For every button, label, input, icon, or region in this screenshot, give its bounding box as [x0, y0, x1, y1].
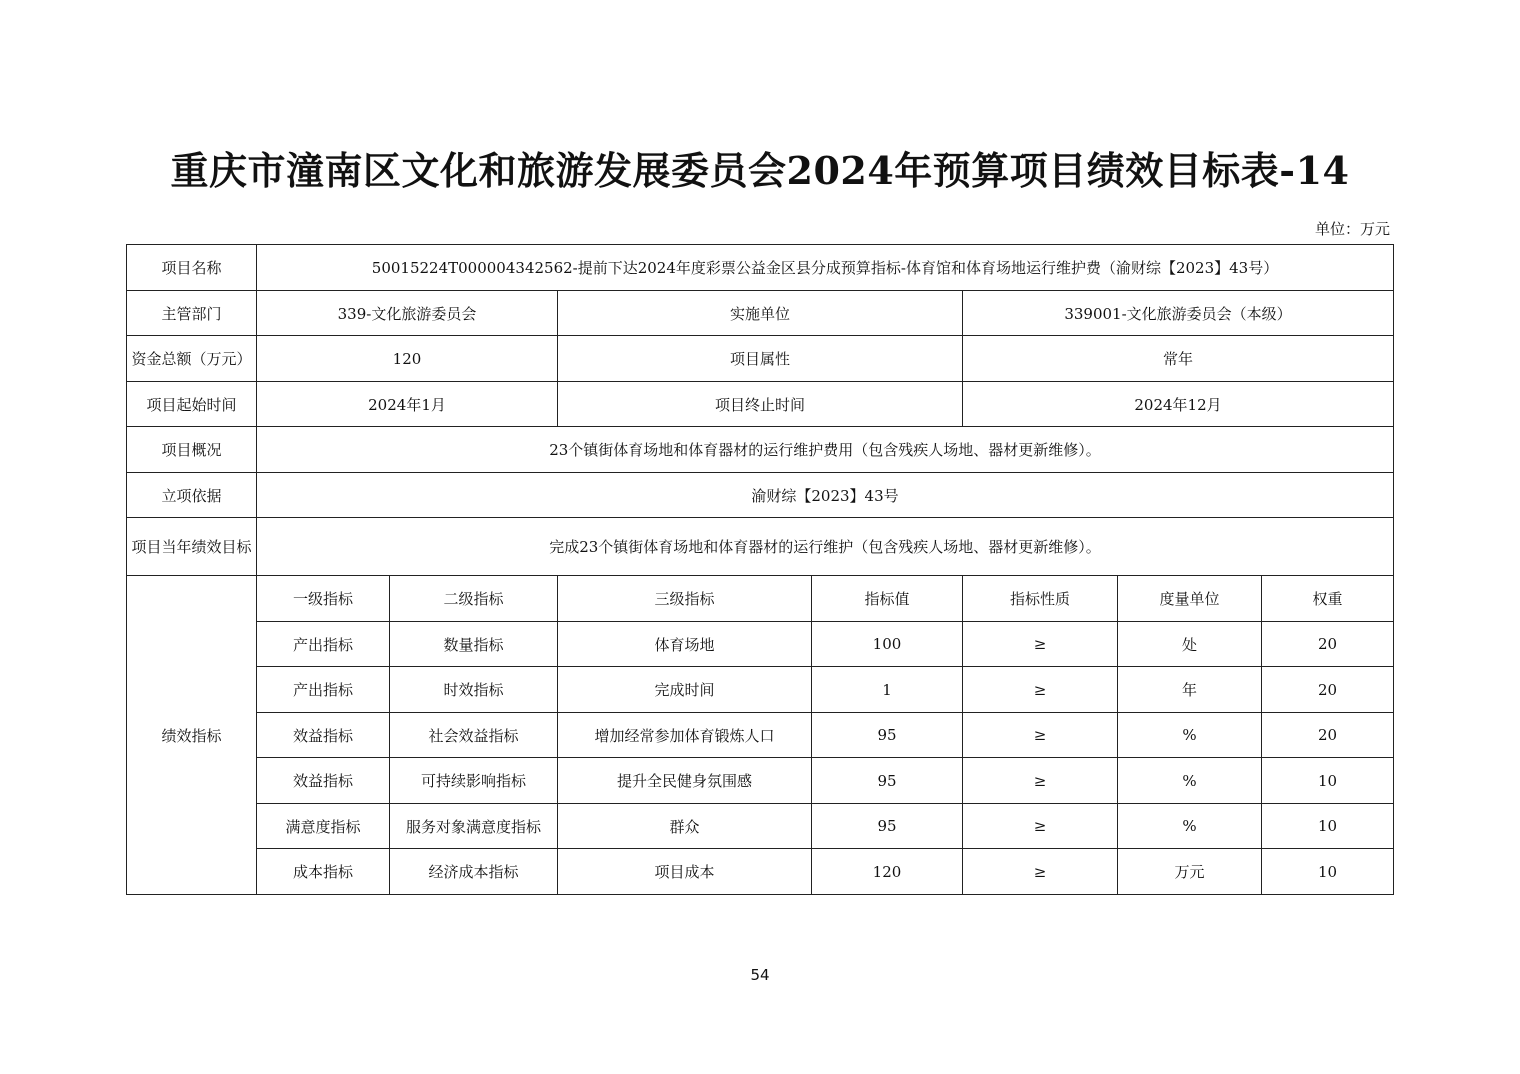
perf-label: 绩效指标 [127, 576, 257, 895]
end-value: 2024年12月 [963, 382, 1394, 427]
dept-label: 主管部门 [127, 291, 257, 336]
overview-value: 23个镇街体育场地和体育器材的运行维护费用（包含残疾人场地、器材更新维修）。 [257, 427, 1394, 473]
unit-cell: 年 [1118, 667, 1262, 713]
table-row [127, 804, 1394, 849]
start-label: 项目起始时间 [127, 382, 257, 427]
end-label: 项目终止时间 [558, 382, 963, 427]
nature-cell: ≥ [963, 667, 1118, 713]
project-name-value: 50015224T000004342562-提前下达2024年度彩票公益金区县分成预算指标-体育馆和体育场地运行维护费（渝财综【2023】43号） [257, 245, 1394, 291]
level1-cell: 效益指标 [257, 758, 390, 804]
header-unit: 度量单位 [1118, 576, 1262, 622]
value-cell: 1 [812, 667, 963, 713]
project-name-label: 项目名称 [127, 245, 257, 291]
nature-cell: ≥ [963, 849, 1118, 895]
row-period [127, 382, 1394, 427]
level2-cell: 可持续影响指标 [390, 758, 558, 804]
impl-value: 339001-文化旅游委员会（本级） [963, 291, 1394, 336]
level3-cell: 项目成本 [558, 849, 812, 895]
basis-label: 立项依据 [127, 473, 257, 518]
start-value: 2024年1月 [257, 382, 558, 427]
value-cell: 100 [812, 622, 963, 667]
table-row [127, 713, 1394, 758]
attr-label: 项目属性 [558, 336, 963, 382]
table-row [127, 758, 1394, 804]
overview-label: 项目概况 [127, 427, 257, 473]
header-value: 指标值 [812, 576, 963, 622]
weight-cell: 20 [1262, 713, 1394, 758]
row-overview [127, 427, 1394, 473]
attr-value: 常年 [963, 336, 1394, 382]
value-cell: 95 [812, 758, 963, 804]
level1-cell: 产出指标 [257, 622, 390, 667]
table-row [127, 849, 1394, 895]
row-project-name [127, 245, 1394, 291]
weight-cell: 20 [1262, 622, 1394, 667]
level3-cell: 群众 [558, 804, 812, 849]
level1-cell: 效益指标 [257, 713, 390, 758]
level2-cell: 服务对象满意度指标 [390, 804, 558, 849]
impl-label: 实施单位 [558, 291, 963, 336]
nature-cell: ≥ [963, 622, 1118, 667]
goal-label: 项目当年绩效目标 [127, 518, 257, 576]
level3-cell: 提升全民健身氛围感 [558, 758, 812, 804]
header-nature: 指标性质 [963, 576, 1118, 622]
row-goal [127, 518, 1394, 576]
funds-value: 120 [257, 336, 558, 382]
level2-cell: 数量指标 [390, 622, 558, 667]
level1-cell: 满意度指标 [257, 804, 390, 849]
unit-cell: % [1118, 713, 1262, 758]
nature-cell: ≥ [963, 713, 1118, 758]
page-number: 54 [750, 966, 770, 984]
goal-value: 完成23个镇街体育场地和体育器材的运行维护（包含残疾人场地、器材更新维修）。 [257, 518, 1394, 576]
unit-cell: 万元 [1118, 849, 1262, 895]
indicator-header-row [127, 576, 1394, 622]
performance-target-table [126, 244, 1394, 895]
level2-cell: 经济成本指标 [390, 849, 558, 895]
value-cell: 95 [812, 804, 963, 849]
unit-cell: % [1118, 804, 1262, 849]
funds-label: 资金总额（万元） [127, 336, 257, 382]
nature-cell: ≥ [963, 758, 1118, 804]
nature-cell: ≥ [963, 804, 1118, 849]
weight-cell: 10 [1262, 804, 1394, 849]
level2-cell: 社会效益指标 [390, 713, 558, 758]
dept-value: 339-文化旅游委员会 [257, 291, 558, 336]
unit-label: 单位：万元 [1314, 220, 1390, 238]
weight-cell: 20 [1262, 667, 1394, 713]
level1-cell: 成本指标 [257, 849, 390, 895]
level2-cell: 时效指标 [390, 667, 558, 713]
table-row [127, 667, 1394, 713]
table-row [127, 622, 1394, 667]
row-basis [127, 473, 1394, 518]
level3-cell: 增加经常参加体育锻炼人口 [558, 713, 812, 758]
unit-cell: 处 [1118, 622, 1262, 667]
row-funds [127, 336, 1394, 382]
header-level1: 一级指标 [257, 576, 390, 622]
value-cell: 95 [812, 713, 963, 758]
level1-cell: 产出指标 [257, 667, 390, 713]
level3-cell: 完成时间 [558, 667, 812, 713]
weight-cell: 10 [1262, 849, 1394, 895]
basis-value: 渝财综【2023】43号 [257, 473, 1394, 518]
value-cell: 120 [812, 849, 963, 895]
header-level3: 三级指标 [558, 576, 812, 622]
header-level2: 二级指标 [390, 576, 558, 622]
unit-cell: % [1118, 758, 1262, 804]
header-weight: 权重 [1262, 576, 1394, 622]
page-title: 重庆市潼南区文化和旅游发展委员会2024年预算项目绩效目标表-14 [170, 148, 1350, 193]
level3-cell: 体育场地 [558, 622, 812, 667]
weight-cell: 10 [1262, 758, 1394, 804]
row-department [127, 291, 1394, 336]
